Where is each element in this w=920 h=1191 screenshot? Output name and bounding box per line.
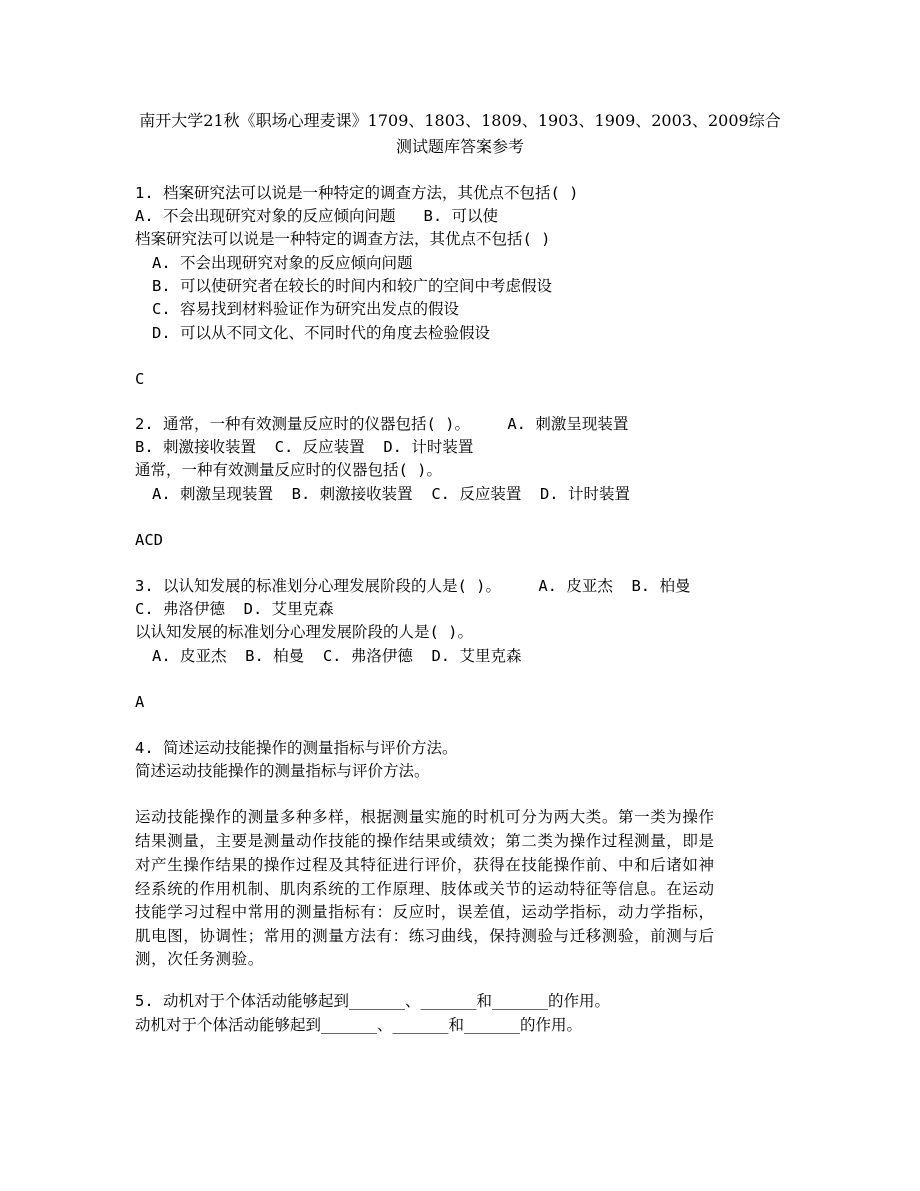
question-4-answer-line-7: 测，次任务测验。 <box>135 950 264 968</box>
question-4-answer-line-6: 肌电图，协调性；常用的测量方法有：练习曲线，保持测验与迁移测验，前测与后 <box>135 927 715 945</box>
question-4-answer-line-3: 对产生操作结果的操作过程及其特征进行评价，获得在技能操作前、中和后诸如神 <box>135 856 715 874</box>
question-2-answer: ACD <box>135 531 163 549</box>
question-4-answer-line-4: 经系统的作用机制、肌肉系统的工作原理、肢体或关节的运动特征等信息。在运动 <box>135 880 715 898</box>
question-2-options: A. 刺激呈现装置 B. 刺激接收装置 C. 反应装置 D. 计时装置 <box>152 485 630 503</box>
question-1-stem-continued: A. 不会出现研究对象的反应倾向问题 B. 可以使 <box>135 207 498 225</box>
question-3-stem-continued: C. 弗洛伊德 D. 艾里克森 <box>135 600 334 618</box>
question-1-option-d: D. 可以从不同文化、不同时代的角度去检验假设 <box>152 324 490 342</box>
question-2-stem-continued: B. 刺激接收装置 C. 反应装置 D. 计时装置 <box>135 438 474 456</box>
question-1-option-b: B. 可以使研究者在较长的时间内和较广的空间中考虑假设 <box>152 277 552 295</box>
question-5-repeat-stem: 动机对于个体活动能够起到______、______和______的作用。 <box>135 1016 582 1034</box>
document-title-line-1: 南开大学21秋《职场心理麦课》1709、1803、1809、1903、1909、2003、2009综合 <box>139 111 781 130</box>
question-1-option-c: C. 容易找到材料验证作为研究出发点的假设 <box>152 300 459 318</box>
question-3-repeat-stem: 以认知发展的标准划分心理发展阶段的人是( )。 <box>135 623 473 641</box>
question-4-stem: 4. 简述运动技能操作的测量指标与评价方法。 <box>135 739 458 757</box>
question-4-answer-line-1: 运动技能操作的测量多种多样，根据测量实施的时机可分为两大类。第一类为操作 <box>135 808 715 826</box>
question-3-answer: A <box>135 693 145 711</box>
question-1-answer: C <box>135 370 145 388</box>
question-2-repeat-stem: 通常，一种有效测量反应时的仪器包括( )。 <box>135 461 442 479</box>
question-5-stem: 5. 动机对于个体活动能够起到______、______和______的作用。 <box>135 992 610 1010</box>
question-1-stem: 1. 档案研究法可以说是一种特定的调查方法，其优点不包括( ) <box>135 184 579 202</box>
document-title-line-2: 测试题库答案参考 <box>395 137 524 156</box>
question-4-answer-line-5: 技能学习过程中常用的测量指标有：反应时，误差值，运动学指标，动力学指标， <box>135 903 715 921</box>
question-3-stem: 3. 以认知发展的标准划分心理发展阶段的人是( )。 A. 皮亚杰 B. 柏曼 <box>135 577 691 595</box>
question-1-option-a: A. 不会出现研究对象的反应倾向问题 <box>152 254 413 272</box>
question-2-stem: 2. 通常，一种有效测量反应时的仪器包括( )。 A. 刺激呈现装置 <box>135 415 629 433</box>
question-3-options: A. 皮亚杰 B. 柏曼 C. 弗洛伊德 D. 艾里克森 <box>152 647 522 665</box>
question-1-repeat-stem: 档案研究法可以说是一种特定的调查方法，其优点不包括( ) <box>135 230 551 248</box>
question-4-repeat-stem: 简述运动技能操作的测量指标与评价方法。 <box>135 762 430 780</box>
question-4-answer-line-2: 结果测量，主要是测量动作技能的操作结果或绩效；第二类为操作过程测量，即是 <box>135 832 715 850</box>
